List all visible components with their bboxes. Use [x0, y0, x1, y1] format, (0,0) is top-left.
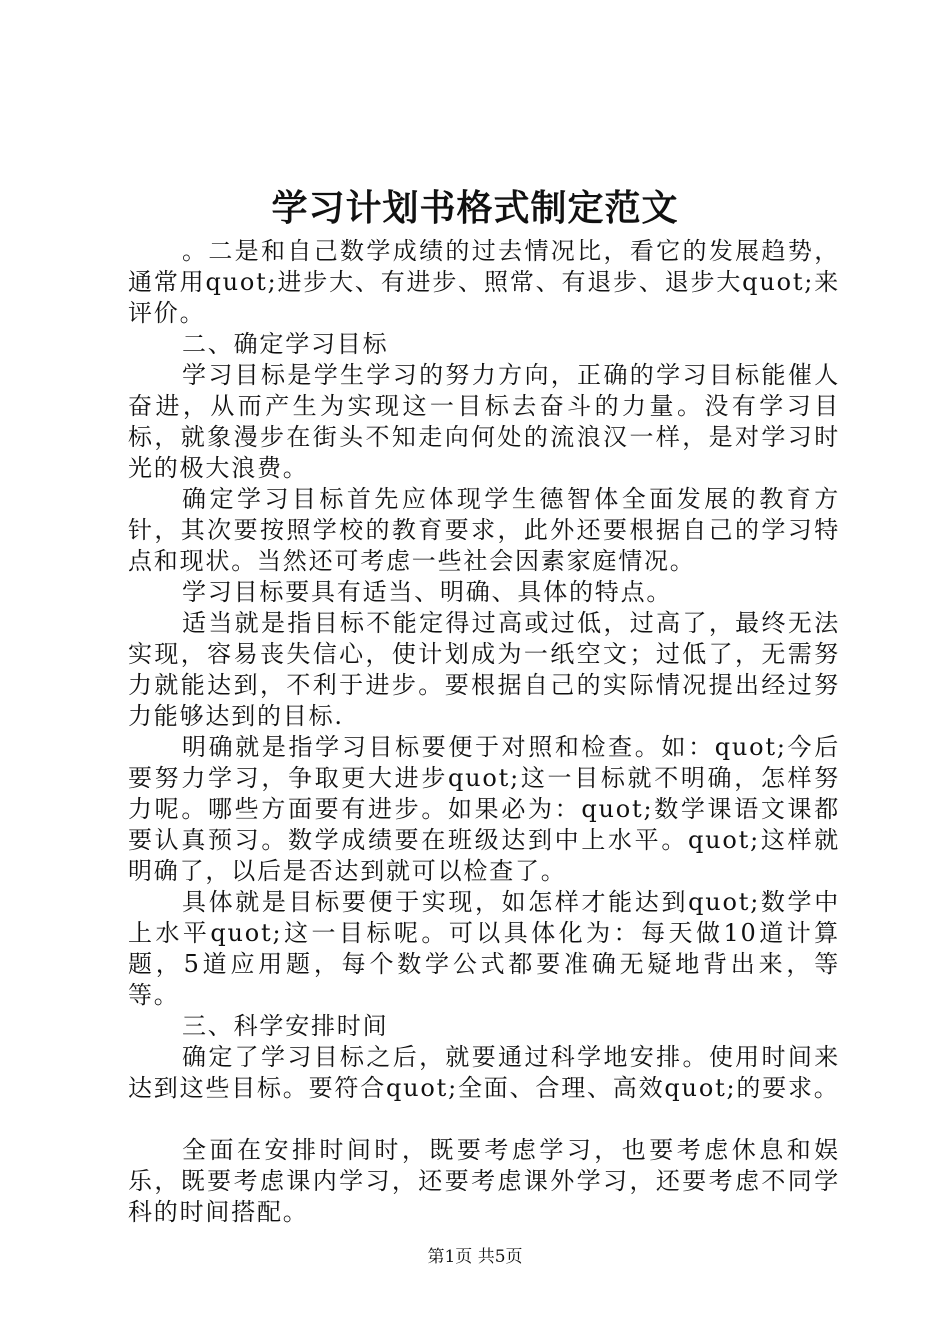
paragraph: 适当就是指目标不能定得过高或过低，过高了，最终无法实现，容易丧失信心，使计划成为一纸空文；过低了，无需努力就能达到，不利于进步。要根据自己的实际情况提出经过努力能够达到的目标.	[128, 609, 840, 730]
paragraph: 具体就是目标要便于实现，如怎样才能达到quot;数学中上水平quot;这一目标呢。可以具体化为：每天做10道计算题，5道应用题，每个数学公式都要准确无疑地背出来，等等。	[128, 888, 840, 1009]
blank-line	[128, 1104, 840, 1135]
paragraph: 。二是和自己数学成绩的过去情况比，看它的发展趋势，通常用quot;进步大、有进步、照常、有退步、退步大quot;来评价。	[128, 237, 840, 327]
paragraph: 学习目标是学生学习的努力方向，正确的学习目标能催人奋进，从而产生为实现这一目标去奋斗的力量。没有学习目标，就象漫步在街头不知走向何处的流浪汉一样，是对学习时光的极大浪费。	[128, 361, 840, 482]
document-body	[128, 236, 840, 1228]
paragraph: 确定学习目标首先应体现学生德智体全面发展的教育方针，其次要按照学校的教育要求，此外还要根据自己的学习特点和现状。当然还可考虑一些社会因素家庭情况。	[128, 485, 840, 575]
paragraph: 确定了学习目标之后，就要通过科学地安排。使用时间来达到这些目标。要符合quot;全面、合理、高效quot;的要求。	[128, 1043, 840, 1102]
paragraph: 全面在安排时间时，既要考虑学习，也要考虑休息和娱乐，既要考虑课内学习，还要考虑课外学习，还要考虑不同学科的时间搭配。	[128, 1136, 840, 1226]
paragraph: 明确就是指学习目标要便于对照和检查。如：quot;今后要努力学习，争取更大进步quot;这一目标就不明确，怎样努力呢。哪些方面要有进步。如果必为：quot;数学课语文课都要认真预习。数学成绩要在班级达到中上水平。quot;这样就明确了，以后是否达到就可以检查了。	[128, 733, 840, 885]
paragraph: 学习目标要具有适当、明确、具体的特点。	[182, 578, 673, 606]
section-heading: 三、科学安排时间	[182, 1012, 389, 1040]
page-number: 第1页 共5页	[427, 1247, 523, 1267]
document-title: 学习计划书格式制定范文	[271, 187, 679, 229]
section-heading: 二、确定学习目标	[182, 330, 389, 358]
